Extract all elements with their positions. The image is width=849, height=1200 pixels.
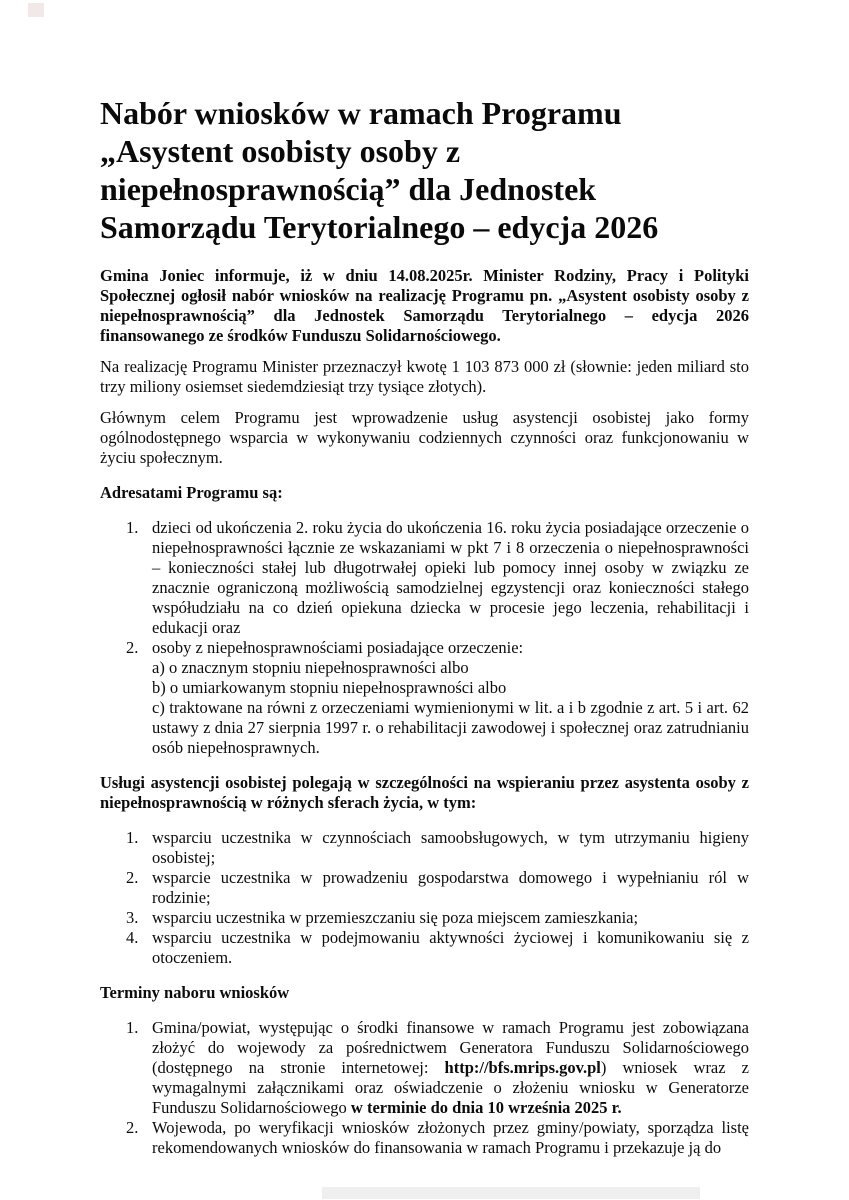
page-title-line: Samorządu Terytorialnego – edycja 2026: [100, 209, 659, 245]
list-item-text: osoby z niepełnosprawnościami posiadające orzeczenie:: [152, 638, 524, 657]
list-item-number: 1.: [126, 518, 139, 537]
list-item-number: 4.: [126, 928, 139, 947]
deadline-bold-text: w terminie do dnia 10 września 2025 r.: [350, 1098, 622, 1117]
funding-paragraph: Na realizację Programu Minister przeznaczył kwotę 1 103 873 000 zł (słownie: jeden miliard sto trzy miliony osiemset siedemdziesiąt trzy tysiące złotych).: [100, 357, 749, 396]
list-item: [126, 928, 749, 968]
bottom-artifact-bar: [322, 1187, 700, 1199]
deadlines-list: [126, 1018, 749, 1158]
list-item-number: 2.: [126, 638, 139, 657]
list-item-text: wsparciu uczestnika w czynnościach samoobsługowych, w tym utrzymaniu higieny osobistej;: [152, 828, 749, 867]
list-item: [126, 1118, 749, 1158]
list-item-text: ) wniosek wraz z wymagalnymi załącznikami oraz oświadczenie o złożeniu wniosku w Generatorze Funduszu Solidarnościowego: [152, 1058, 749, 1117]
list-subitem-c: c) traktowane na równi z orzeczeniami wymienionymi w lit. a i b zgodnie z art. 5 i art. 62 ustawy z dnia 27 sierpnia 1997 r. o rehabilitacji zawodowej i społecznej oraz zatrudnianiu osób niepełnosprawnych.: [152, 698, 749, 757]
list-subitem-a: a) o znacznym stopniu niepełnosprawności albo: [152, 658, 469, 677]
addressees-list: [126, 518, 749, 758]
list-item: [126, 908, 749, 928]
services-list: [126, 828, 749, 968]
list-item-text: Wojewoda, po weryfikacji wniosków złożonych przez gminy/powiaty, sporządza listę rekomendowanych wniosków do finansowania w ramach Programu i przekazuje ją do: [152, 1118, 749, 1157]
intro-paragraph: Gmina Joniec informuje, iż w dniu 14.08.2025r. Minister Rodziny, Pracy i Polityki Społecznej ogłosił nabór wniosków na realizację Programu pn. „Asystent osobisty osoby z niepełnosprawnością” dla Jednostek Samorządu Terytorialnego – edycja 2026 finansowanego ze środków Funduszu Solidarnościowego.: [100, 266, 749, 345]
list-item-text: wsparciu uczestnika w przemieszczaniu się poza miejscem zamieszkania;: [152, 908, 639, 927]
goal-paragraph: Głównym celem Programu jest wprowadzenie usług asystencji osobistej jako formy ogólnodostępnego wsparcia w wykonywaniu codziennych czynności oraz funkcjonowaniu w życiu społecznym.: [100, 408, 749, 467]
list-item: [126, 868, 749, 908]
top-left-artifact: [28, 3, 44, 17]
list-item: [126, 518, 749, 638]
list-item-number: 1.: [126, 1018, 139, 1037]
list-item: [126, 828, 749, 868]
list-item-number: 2.: [126, 1118, 139, 1137]
list-item: [126, 1018, 749, 1118]
page-title-line: Nabór wniosków w ramach Programu: [100, 95, 622, 131]
page-title-line: „Asystent osobisty osoby z: [100, 133, 461, 169]
bfs-generator-link[interactable]: http://bfs.mrips.gov.pl: [444, 1058, 601, 1077]
list-item-number: 2.: [126, 868, 139, 887]
list-item: [126, 638, 749, 758]
services-heading: Usługi asystencji osobistej polegają w szczególności na wspieraniu przez asystenta osoby z niepełnosprawnością w różnych sferach życia, w tym:: [100, 773, 749, 812]
list-item-text: wsparciu uczestnika w podejmowaniu aktywności życiowej i komunikowaniu się z otoczeniem.: [152, 928, 749, 967]
list-item-number: 3.: [126, 908, 139, 927]
list-item-number: 1.: [126, 828, 139, 847]
page-title: [100, 94, 749, 246]
list-item-text: dzieci od ukończenia 2. roku życia do ukończenia 16. roku życia posiadające orzeczenie o niepełnosprawności łącznie ze wskazaniami w pkt 7 i 8 orzeczenia o niepełnosprawności – konieczności stałej lub długotrwałej opieki lub pomocy innej osoby w związku ze znacznie ograniczoną możliwością samodzielnej egzystencji oraz konieczności stałego współudziału na co dzień opiekuna dziecka w procesie jego leczenia, rehabilitacji i edukacji oraz: [152, 518, 749, 637]
list-item-text: Gmina/powiat, występując o środki finansowe w ramach Programu jest zobowiązana złożyć do wojewody za pośrednictwem Generatora Funduszu Solidarnościowego (dostępnego na stronie internetowej:: [152, 1018, 749, 1077]
addressees-heading: Adresatami Programu są:: [100, 483, 283, 502]
page-title-line: niepełnosprawnością” dla Jednostek: [100, 171, 597, 207]
list-subitem-b: b) o umiarkowanym stopniu niepełnosprawności albo: [152, 678, 507, 697]
list-item-text: wsparcie uczestnika w prowadzeniu gospodarstwa domowego i wypełnianiu ról w rodzinie;: [152, 868, 749, 907]
deadlines-heading: Terminy naboru wniosków: [100, 983, 290, 1002]
